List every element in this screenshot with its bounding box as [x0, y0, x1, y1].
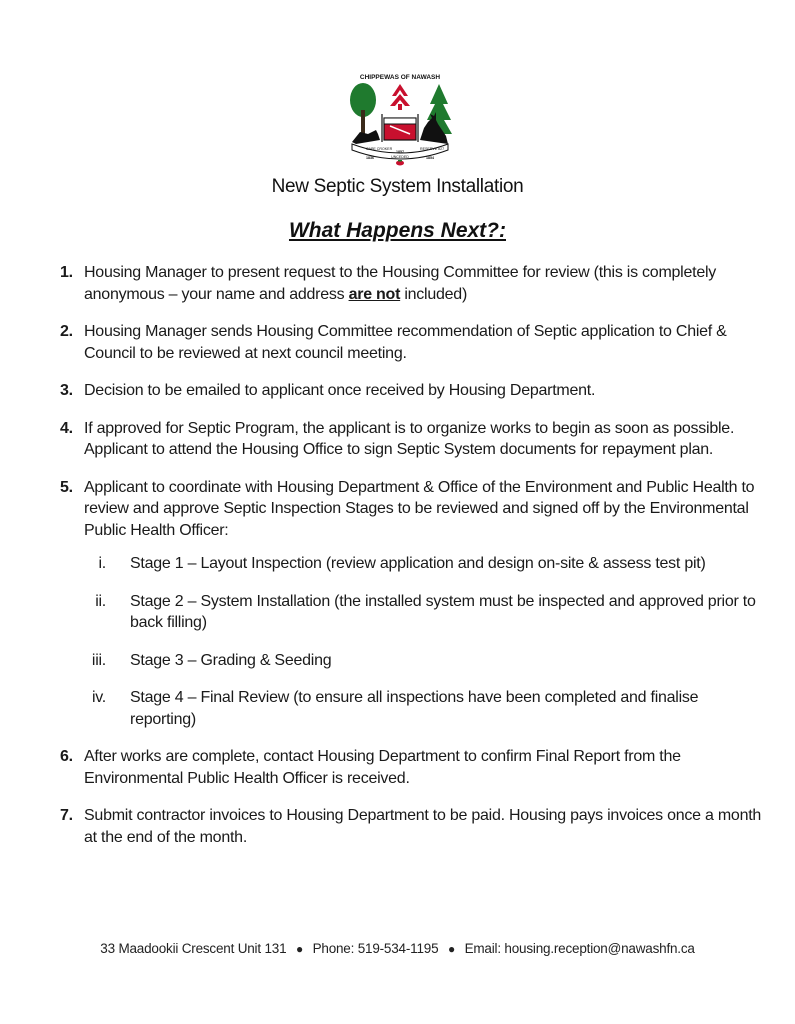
step-text: Applicant to coordinate with Housing Department & Office of the Environment and Public Health to review and approve Septic Inspection Stages to be reviewed and signed off by the Environmental Public Health Officer: — [84, 478, 755, 539]
logo-top-text: CHIPPEWAS OF NAWASH — [359, 74, 441, 81]
step-number: 4. — [60, 419, 73, 437]
stage-text: Stage 4 – Final Review (to ensure all inspections have been completed and finalise reporting) — [130, 689, 699, 728]
step-item — [60, 805, 765, 848]
step-item — [60, 477, 765, 731]
logo-year-right: 1854 — [426, 156, 434, 160]
step-item — [60, 746, 765, 789]
stage-text: Stage 3 – Grading & Seeding — [130, 651, 332, 669]
step-item — [60, 418, 765, 461]
step-text: Decision to be emailed to applicant once received by Housing Department. — [84, 382, 596, 399]
stage-item — [84, 687, 765, 730]
tree-left-icon — [350, 83, 376, 136]
step-number: 7. — [60, 807, 73, 824]
stage-number: iii. — [91, 651, 106, 669]
step-text: If approved for Septic Program, the applicant is to organize works to begin as soon as possible. Applicant to attend the Housing Office to sign Septic System documents for repayment plan. — [84, 419, 735, 458]
step-number: 2. — [60, 323, 73, 340]
step-text: Housing Manager to present request to the Housing Committee for review (this is completely anonymous – your name and address — [84, 264, 717, 303]
logo-year-left: 1836 — [366, 156, 374, 160]
step-number: 6. — [60, 748, 73, 765]
footer-address: 33 Maadookii Crescent Unit 131 — [100, 941, 287, 956]
steps-list — [60, 262, 765, 864]
small-emblem-icon — [396, 160, 404, 166]
stage-text: Stage 2 – System Installation (the installed system must be inspected and approved prior to back filling) — [130, 592, 756, 631]
step-emphasis: are not — [348, 285, 401, 303]
step-item — [60, 380, 765, 402]
logo-banner-right: RESERVE #27 — [420, 147, 445, 151]
step-number: 3. — [60, 382, 73, 399]
contact-footer — [0, 941, 795, 956]
step-text: After works are complete, contact Housing Department to confirm Final Report from the Environmental Public Health Officer is received. — [84, 748, 681, 787]
document-heading: What Happens Next?: — [288, 219, 506, 242]
step-number: 1. — [60, 264, 73, 281]
bullet-separator-icon: ● — [447, 942, 456, 956]
step-text: Housing Manager sends Housing Committee recommendation of Septic application to Chief & Council to be reviewed at next council meeting. — [84, 323, 727, 362]
thunderbird-icon — [390, 84, 410, 110]
logo-banner-center: UNCEDED — [391, 155, 409, 159]
document-subtitle: New Septic System Installation — [271, 176, 524, 197]
footer-phone[interactable]: Phone: 519-534-1195 — [312, 941, 439, 956]
logo-banner-left: CAPE CROKER — [366, 147, 393, 151]
stage-number: i. — [98, 555, 106, 572]
chippewas-of-nawash-logo — [346, 70, 454, 166]
deer-left-icon — [352, 130, 380, 144]
inspection-stages-list — [84, 553, 765, 730]
step-text-end: included) — [400, 285, 468, 303]
step-number: 5. — [60, 478, 73, 496]
stage-number: ii. — [95, 592, 106, 610]
logo-year-center: 1857 — [396, 150, 404, 154]
stage-text: Stage 1 – Layout Inspection (review application and design on-site & assess test pit) — [130, 555, 706, 572]
stage-item — [84, 650, 765, 672]
step-text: Submit contractor invoices to Housing Department to be paid. Housing pays invoices once a month at the end of the month. — [84, 807, 762, 846]
bullet-separator-icon: ● — [295, 942, 304, 956]
drum-icon — [382, 114, 418, 142]
stage-item — [84, 553, 765, 575]
footer-email[interactable]: Email: housing.reception@nawashfn.ca — [464, 941, 695, 956]
stage-item — [84, 591, 765, 634]
stage-number: iv. — [91, 689, 106, 706]
step-item — [60, 262, 765, 305]
step-item — [60, 321, 765, 364]
